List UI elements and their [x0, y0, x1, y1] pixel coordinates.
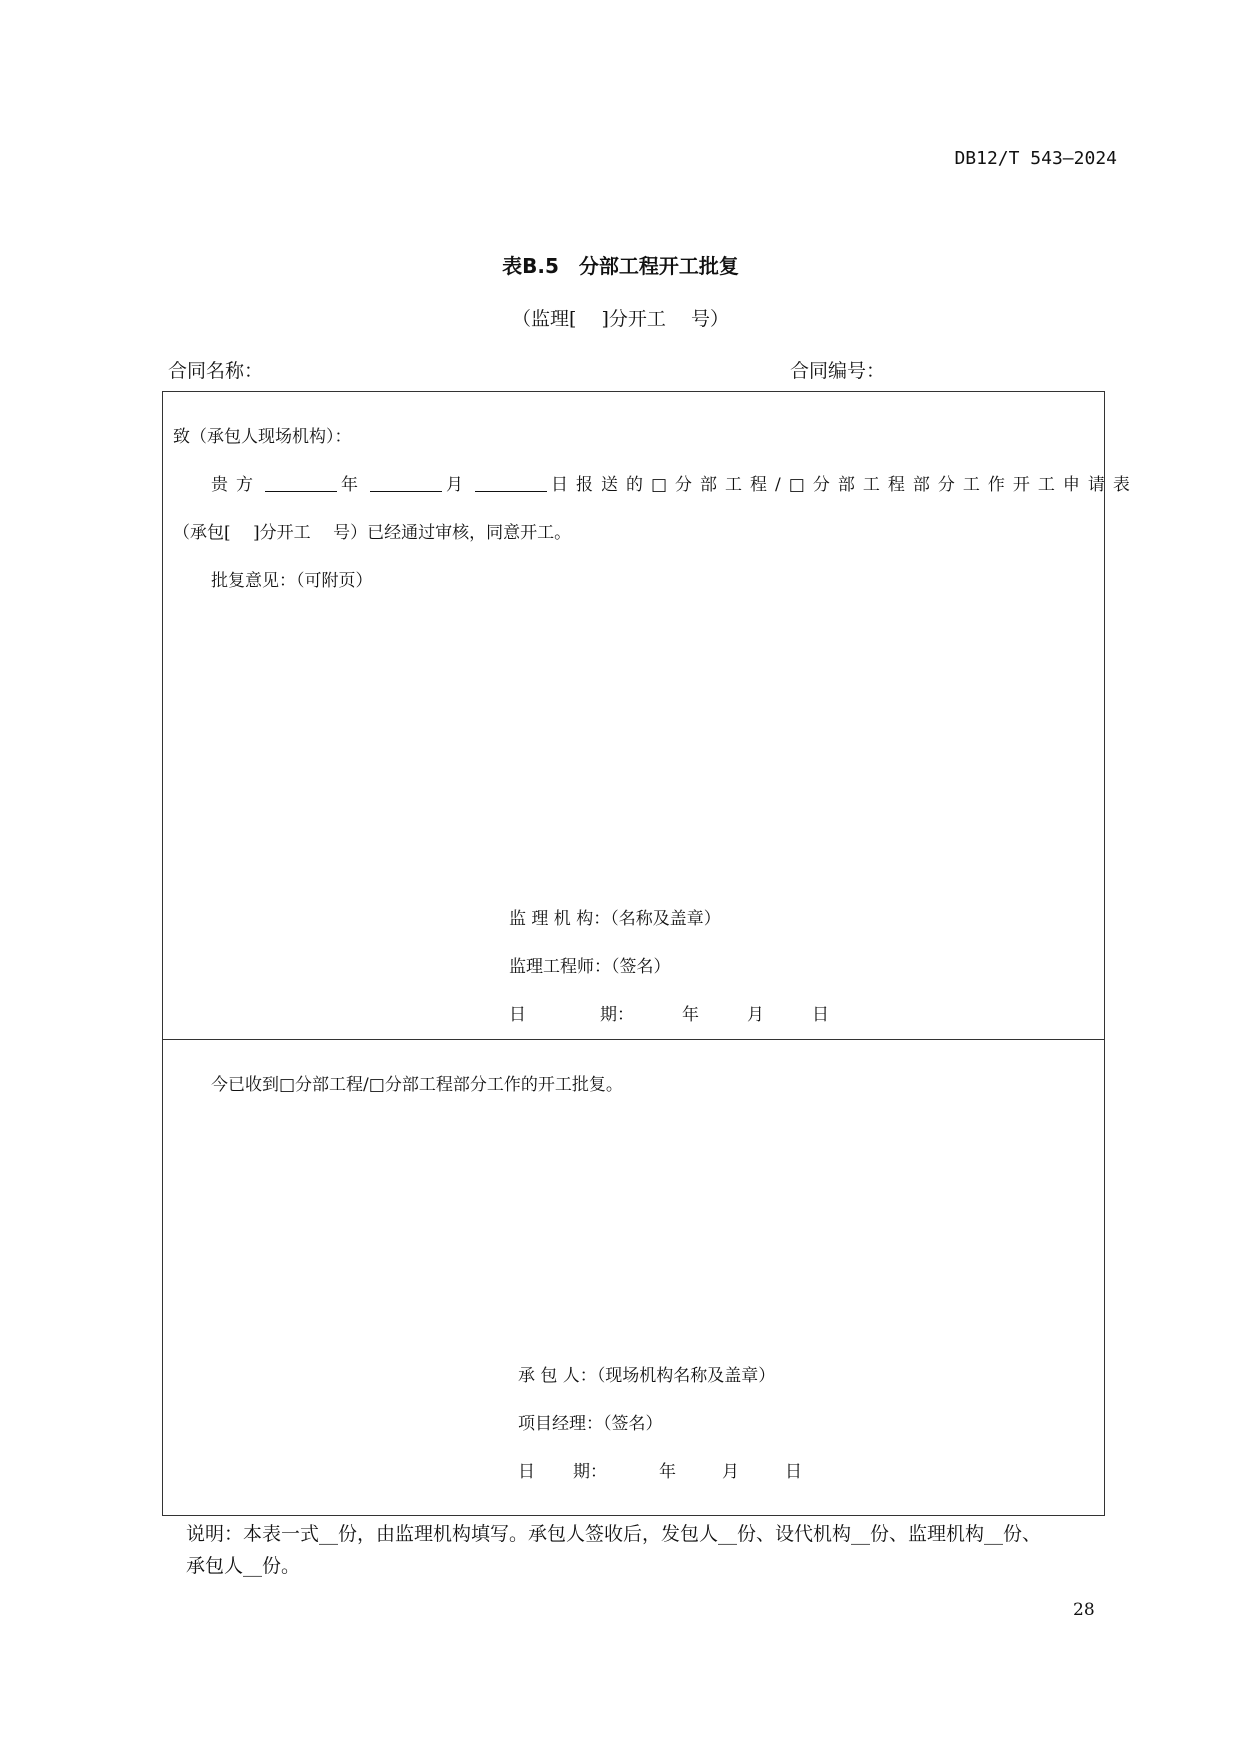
page-number: 28 — [1073, 1600, 1095, 1620]
contractor-row — [518, 1361, 775, 1386]
day-blank[interactable] — [475, 490, 547, 492]
receipt-section — [162, 1039, 1105, 1516]
standard-code: DB12/T 543—2024 — [954, 148, 1117, 169]
approval-section — [162, 391, 1138, 1040]
document-number: （监理[ ]分开工 号） — [512, 308, 729, 330]
month-label: 月 — [446, 475, 471, 495]
body-prefix: 贵方 — [211, 475, 261, 495]
contract-number-label: 合同编号： — [790, 360, 886, 382]
approval-body-line2: （承包[ ]分开工 号）已经通过审核，同意开工。 — [173, 523, 572, 543]
year-blank[interactable] — [265, 490, 337, 492]
addressee-line: 致（承包人现场机构）： — [173, 427, 352, 447]
note-line1: 说明：本表一式__份，由监理机构填写。承包人签收后，发包人__份、设代机构__份、监理机构__份、 — [186, 1523, 1042, 1545]
form-title: 表B.5 分部工程开工批复 — [502, 254, 739, 278]
supervisor-org-row — [509, 904, 721, 929]
project-manager-row — [518, 1409, 663, 1434]
contractor-label: 承 包 人： — [518, 1366, 597, 1386]
year-label: 年 — [341, 475, 366, 495]
date-month: 月 — [722, 1462, 739, 1482]
month-blank[interactable] — [370, 490, 442, 492]
approval-date-row — [509, 1000, 829, 1025]
date-year: 年 — [659, 1462, 676, 1482]
contractor-hint: （现场机构名称及盖章） — [596, 1366, 776, 1386]
receipt-text: 今已收到□分部工程/□分部工程部分工作的开工批复。 — [211, 1075, 623, 1095]
date-label-a: 日 — [518, 1462, 535, 1482]
supervisor-engineer-label: 监理工程师： — [509, 957, 611, 977]
supervisor-engineer-row — [509, 952, 671, 977]
note-line2: 承包人__份。 — [186, 1555, 301, 1577]
approval-body-line1 — [211, 470, 1138, 495]
receipt-date-row — [518, 1457, 802, 1482]
supervisor-org-label: 监 理 机 构： — [509, 909, 611, 929]
date-month: 月 — [747, 1005, 764, 1025]
signature-hint: （签名） — [603, 1414, 663, 1434]
date-day: 日 — [812, 1005, 829, 1025]
date-label-b: 期： — [600, 1005, 634, 1025]
project-manager-label: 项目经理： — [518, 1414, 603, 1434]
date-label-a: 日 — [509, 1005, 526, 1025]
date-label-b: 期： — [573, 1462, 607, 1482]
signature-hint: （签名） — [611, 957, 671, 977]
date-year: 年 — [682, 1005, 699, 1025]
supervisor-org-hint: （名称及盖章） — [610, 909, 721, 929]
opinion-label: 批复意见：（可附页） — [211, 571, 373, 591]
body-mid: 日报送的□分部工程/□分部工程部分工作开工申请表 — [551, 475, 1138, 495]
date-day: 日 — [785, 1462, 802, 1482]
contract-name-label: 合同名称： — [168, 360, 264, 382]
